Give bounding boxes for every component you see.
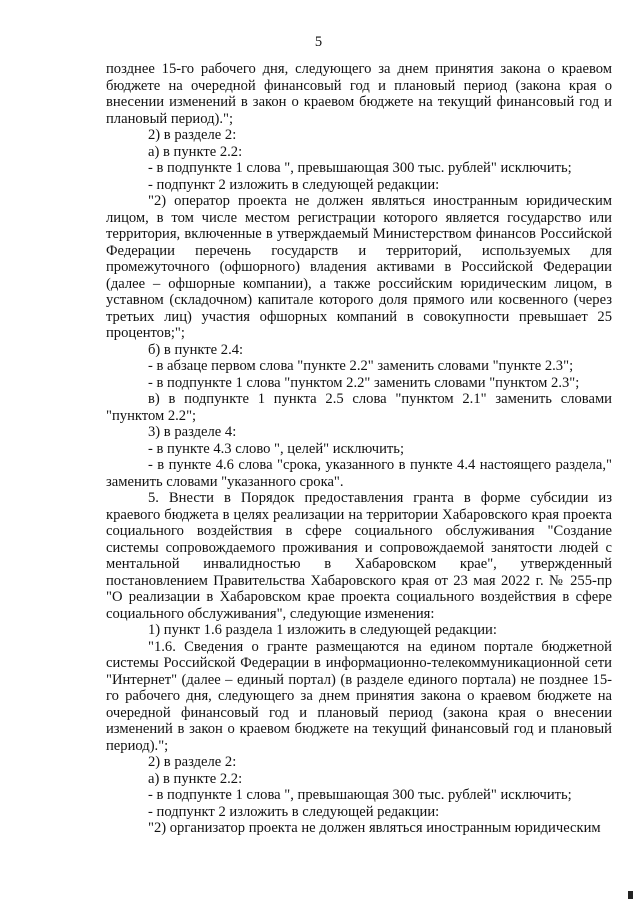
scan-edge-mark bbox=[628, 891, 633, 899]
paragraph: "2) оператор проекта не должен являться иностранным юридическим лицом, в том числе местом регистрации которого является государство или территория, включенные в утверждаемый Министерством финансов Российской Федерации перечень государств и территорий, используемых для промежуточного (офшорного) владения активами в Российской Федерации (далее – офшорные компании), а также российским юридическим лицом, в уставном (складочном) капитале которого доля прямого или косвенного (через третьих лиц) участия офшорных компаний в совокупности превышает 25 процентов;"; bbox=[106, 193, 612, 341]
paragraph: - подпункт 2 изложить в следующей редакции: bbox=[148, 803, 440, 820]
paragraph: 1) пункт 1.6 раздела 1 изложить в следующей редакции: bbox=[148, 622, 497, 638]
paragraph: - в пункте 4.6 слова "срока, указанного в пункте 4.4 настоящего раздела," заменить словами "указанного срока". bbox=[106, 457, 612, 490]
paragraph: 3) в разделе 4: bbox=[148, 424, 237, 440]
paragraph: - в подпункте 1 слова "пунктом 2.2" заменить словами "пунктом 2.3"; bbox=[148, 374, 580, 391]
paragraph: а) в пункте 2.2: bbox=[148, 143, 243, 160]
paragraph: 5. Внести в Порядок предоставления гранта в форме субсидии из краевого бюджета в целях реализации на территории Хабаровского края проекта социального воздействия в сфере социального обслуживания "Создание системы сопровождаемого проживания и сопровождаемой занятости людей с ментальной инвалидностью в Хабаровском крае", утвержденный постановлением Правительства Хабаровского края от 23 мая 2022 г. № 255-пр "О реализации в Хабаровском крае проекта социального воздействия в сфере социального обслуживания", следующие изменения: bbox=[106, 490, 612, 622]
paragraph: 2) в разделе 2: bbox=[148, 127, 237, 143]
paragraph: "1.6. Сведения о гранте размещаются на едином портале бюджетной системы Российской Федерации в информационно-телекоммуникационной сети "Интернет" (далее – единый портал) (в разделе единого портала) не позднее 15-го рабочего дня, следующего за днем принятия закона о краевом бюджете на очередной финансовый год и плановый период (закона края о внесении изменений в закон о краевом бюджете на текущий финансовый год и плановый период)."; bbox=[106, 638, 612, 754]
paragraph: 2) в разделе 2: bbox=[148, 754, 237, 770]
paragraph: - в пункте 4.3 слово ", целей" исключить; bbox=[148, 440, 405, 457]
paragraph: - в подпункте 1 слова ", превышающая 300 тыс. рублей" исключить; bbox=[148, 787, 572, 803]
paragraph: в) в подпункте 1 пункта 2.5 слова "пунктом 2.1" заменить словами "пунктом 2.2"; bbox=[106, 391, 612, 424]
paragraph: позднее 15-го рабочего дня, следующего за днем принятия закона о краевом бюджете на очередной финансовый год и плановый период (закона края о внесении изменений в закон о краевом бюджете на текущий финансовый год и плановый период)."; bbox=[106, 61, 612, 127]
paragraph: - в подпункте 1 слова ", превышающая 300 тыс. рублей" исключить; bbox=[148, 160, 572, 176]
page-number: 5 bbox=[314, 34, 323, 50]
paragraph: - в абзаце первом слова "пункте 2.2" заменить словами "пункте 2.3"; bbox=[148, 358, 574, 374]
paragraph: б) в пункте 2.4: bbox=[148, 341, 244, 358]
paragraph: - подпункт 2 изложить в следующей редакции: bbox=[148, 176, 440, 193]
document-body bbox=[106, 61, 612, 837]
paragraph: "2) организатор проекта не должен являться иностранным юридическим bbox=[148, 820, 601, 836]
paragraph: а) в пункте 2.2: bbox=[148, 770, 243, 787]
